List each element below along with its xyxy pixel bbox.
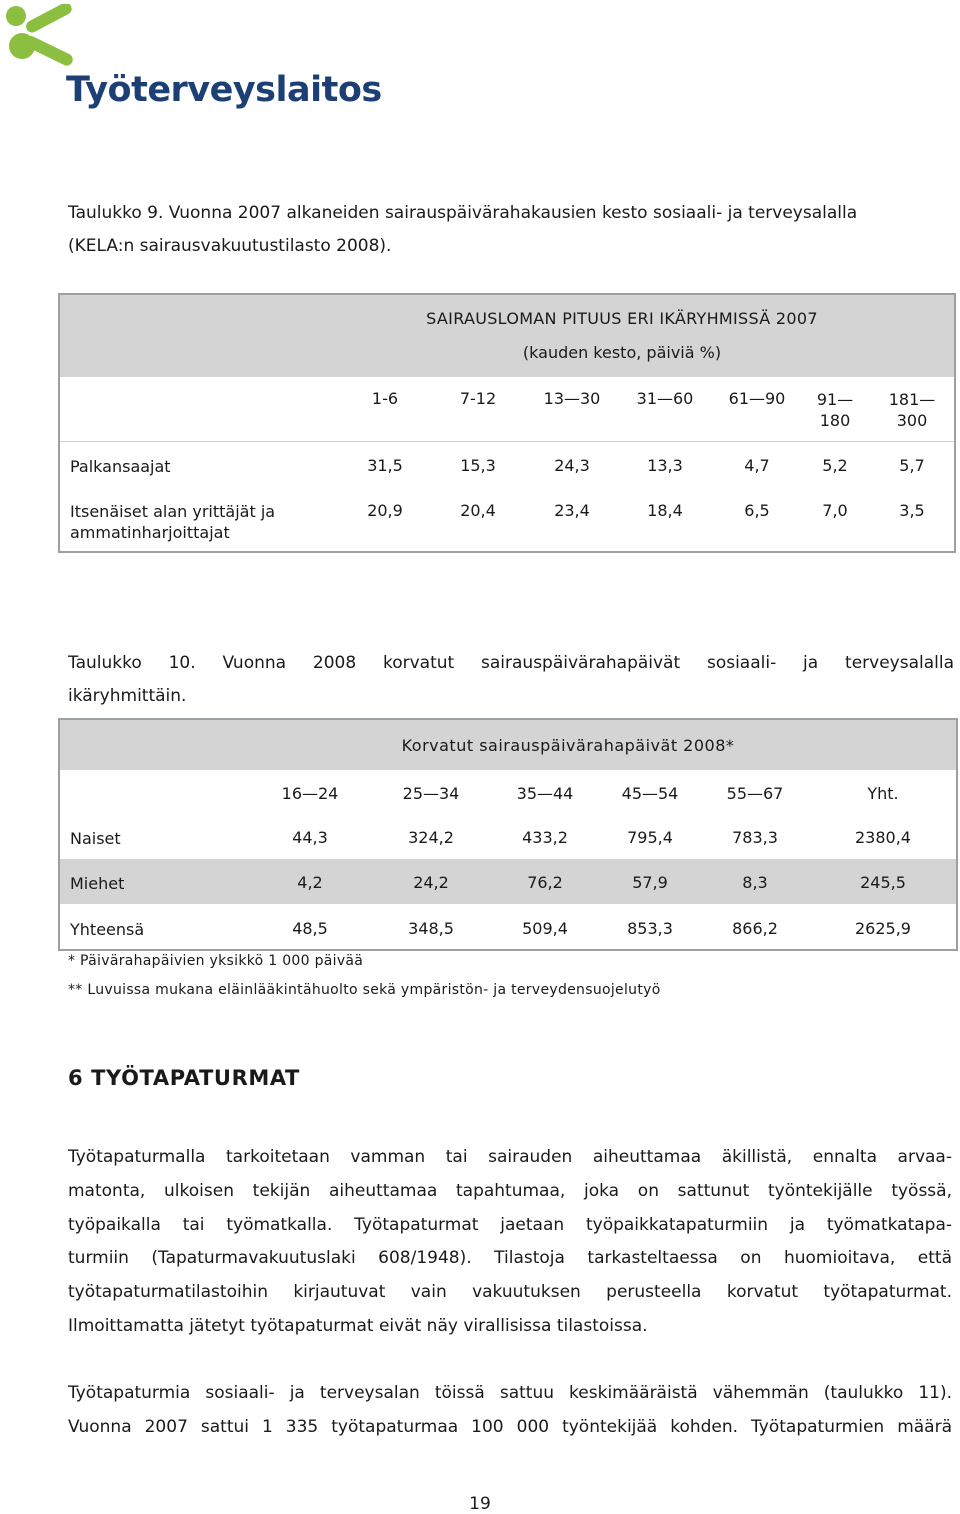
table9-caption-line2: (KELA:n sairausvakuutustilasto 2008). <box>68 236 392 256</box>
table-cell: 509,4 <box>522 919 568 938</box>
table9-header <box>60 295 954 377</box>
table10-caption-line2: ikäryhmittäin. <box>68 686 187 706</box>
table9-subtitle: (kauden kesto, päiviä %) <box>522 343 722 362</box>
table-cell: 20,4 <box>460 501 496 520</box>
table10-col-header: Yht. <box>867 784 899 803</box>
table-cell: 5,7 <box>899 456 925 475</box>
table10-col-header: 16—24 <box>281 784 339 803</box>
table-cell: 4,7 <box>744 456 770 475</box>
paragraph-line: Työtapaturmalla tarkoitetaan vamman tai sairauden aiheuttamaa äkillistä, ennalta arvaa- <box>68 1147 952 1167</box>
table9-caption <box>68 197 954 263</box>
table-cell: 3,5 <box>899 501 925 520</box>
table-cell: 853,3 <box>627 919 673 938</box>
section-heading: 6 TYÖTAPATURMAT <box>68 1066 300 1090</box>
table9 <box>58 293 956 553</box>
table10-caption <box>68 647 954 713</box>
table-cell: 2380,4 <box>855 828 911 847</box>
table-cell: 15,3 <box>460 456 496 475</box>
table-cell: 4,2 <box>297 873 323 892</box>
table-cell: 23,4 <box>554 501 590 520</box>
table9-column-headers <box>60 377 954 441</box>
table10-col-header: 25—34 <box>402 784 460 803</box>
paragraph-line: turmiin (Tapaturmavakuutuslaki 608/1948). Tilastoja tarkasteltaessa on huomioitava, että <box>68 1248 952 1269</box>
table-cell: 5,2 <box>822 456 848 475</box>
table-cell: 348,5 <box>408 919 454 938</box>
table-cell: 20,9 <box>367 501 403 520</box>
page-number: 19 <box>469 1494 491 1514</box>
footnote: * Päivärahapäivien yksikkö 1 000 päivää <box>68 953 364 969</box>
footnote: ** Luvuissa mukana eläinlääkintähuolto sekä ympäristön- ja terveydensuojelutyö <box>68 982 661 998</box>
table-cell: 18,4 <box>647 501 683 520</box>
table9-title: SAIRAUSLOMAN PITUUS ERI IKÄRYHMISSÄ 2007 <box>426 309 818 328</box>
logo <box>0 0 382 120</box>
table9-col-header: 7-12 <box>459 389 497 408</box>
paragraph-line: Työtapaturmia sosiaali- ja terveysalan töissä sattuu keskimääräistä vähemmän (taulukko 11). <box>68 1383 952 1403</box>
table-cell: 245,5 <box>860 873 906 892</box>
table-cell: 433,2 <box>522 828 568 847</box>
table9-col-header: 1-6 <box>371 389 399 408</box>
table-cell: 44,3 <box>292 828 328 847</box>
paragraph <box>68 1141 952 1344</box>
row-label: Palkansaajat <box>70 457 171 476</box>
paragraph-line: työpaikalla tai työmatkalla. Työtapaturmat jaetaan työpaikkatapaturmiin ja työmatkatapa- <box>68 1214 952 1235</box>
table10-col-header: 55—67 <box>726 784 784 803</box>
table9-divider <box>60 441 954 442</box>
table-cell: 13,3 <box>647 456 683 475</box>
table-cell: 783,3 <box>732 828 778 847</box>
paragraph-line: työtapaturmatilastoihin kirjautuvat vain vakuutuksen perusteella korvatut työtapaturmat. <box>68 1282 952 1303</box>
table-cell: 2625,9 <box>855 919 911 938</box>
row-label: Itsenäiset alan yrittäjät ja ammatinharjoittajat <box>70 502 276 542</box>
table9-col-header: 181— 300 <box>888 390 936 430</box>
table-cell: 31,5 <box>367 456 403 475</box>
table-cell: 57,9 <box>632 873 668 892</box>
table9-col-header: 31—60 <box>636 389 694 408</box>
table-cell: 24,2 <box>413 873 449 892</box>
logo-leaf-icon <box>2 4 92 74</box>
table9-col-header: 13—30 <box>543 389 601 408</box>
paragraph-line: Vuonna 2007 sattui 1 335 työtapaturmaa 100 000 työntekijää kohden. Työtapaturmien määrä <box>68 1416 952 1437</box>
row-label: Miehet <box>70 874 125 893</box>
table-cell: 7,0 <box>822 501 848 520</box>
table10-title: Korvatut sairauspäivärahapäivät 2008* <box>401 736 735 755</box>
table-cell: 324,2 <box>408 828 454 847</box>
table10-col-header: 45—54 <box>621 784 679 803</box>
table-cell: 76,2 <box>527 873 563 892</box>
table-cell: 795,4 <box>627 828 673 847</box>
row-label: Yhteensä <box>70 920 145 939</box>
logo-wordmark: Työterveyslaitos <box>66 70 382 110</box>
paragraph <box>68 1377 952 1445</box>
table10 <box>58 718 958 951</box>
table-cell: 48,5 <box>292 919 328 938</box>
paragraph-line: matonta, ulkoisen tekijän aiheuttamaa tapahtumaa, joka on sattunut työntekijälle työssä, <box>68 1180 952 1201</box>
table10-header <box>60 720 956 770</box>
table-cell: 6,5 <box>744 501 770 520</box>
table9-caption-line1: Taulukko 9. Vuonna 2007 alkaneiden sairauspäivärahakausien kesto sosiaali- ja terveysalalla <box>68 203 858 223</box>
table-cell: 866,2 <box>732 919 778 938</box>
table-cell: 8,3 <box>742 873 768 892</box>
table9-col-header: 91— 180 <box>816 390 854 430</box>
paragraph-line: Ilmoittamatta jätetyt työtapaturmat eivät näy virallisissa tilastoissa. <box>68 1315 648 1336</box>
table10-caption-line1: Taulukko 10. Vuonna 2008 korvatut sairauspäivärahapäivät sosiaali- ja terveysalalla <box>68 653 954 673</box>
table9-col-header: 61—90 <box>728 389 786 408</box>
table10-col-header: 35—44 <box>516 784 574 803</box>
table-cell: 24,3 <box>554 456 590 475</box>
row-label: Naiset <box>70 829 121 848</box>
